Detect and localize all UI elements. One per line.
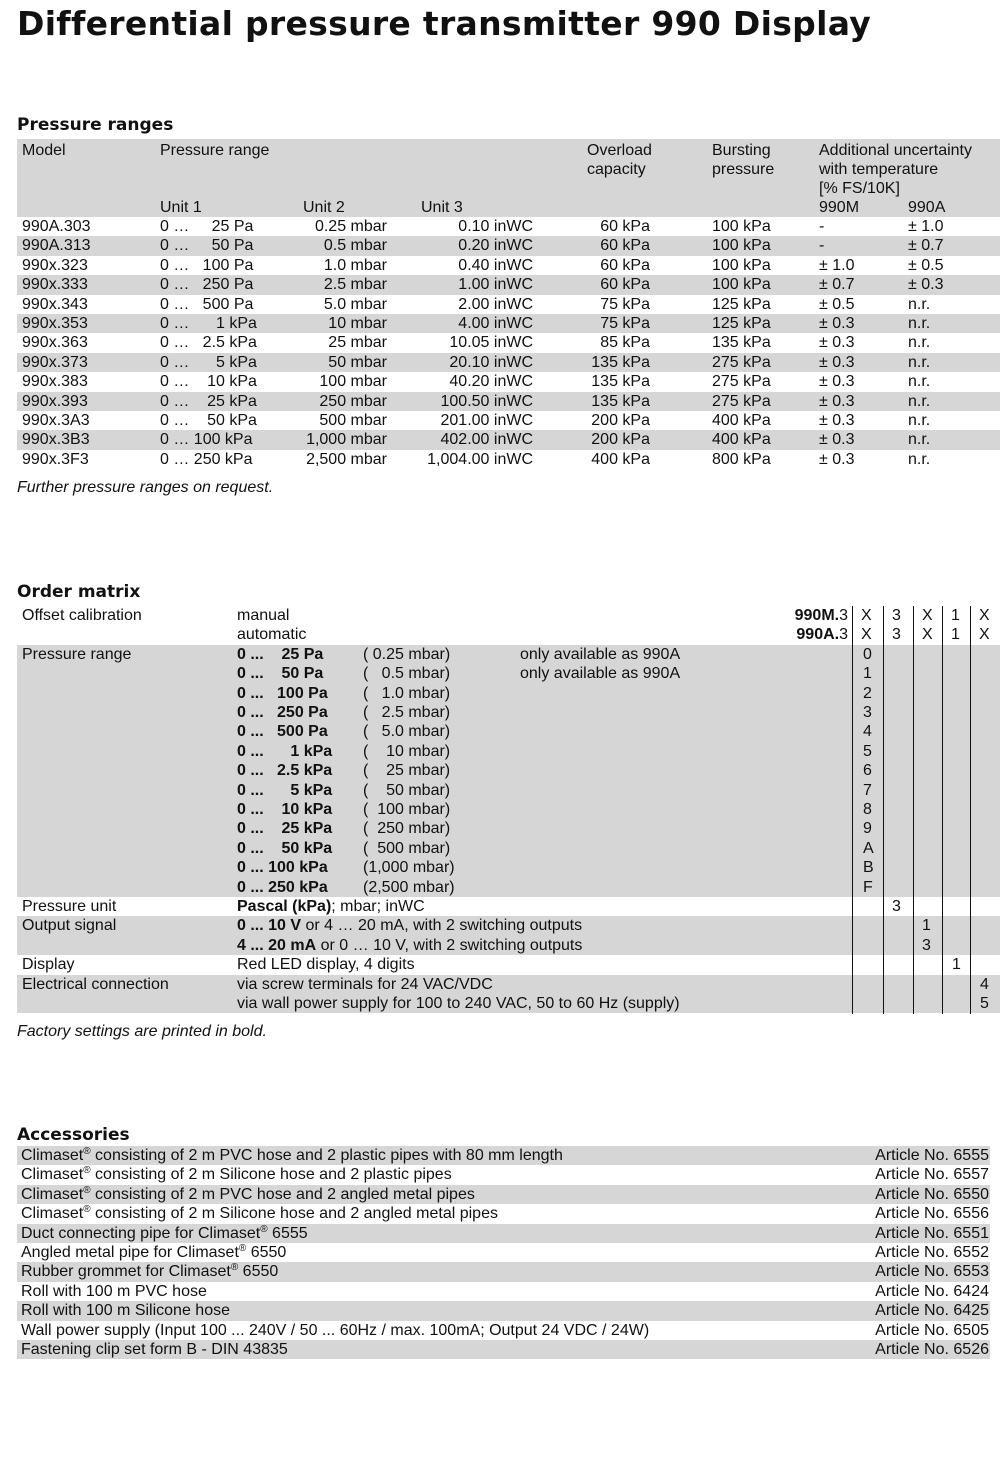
- electrical-option-1-code: 4: [980, 975, 989, 993]
- table-row: [17, 411, 1000, 430]
- accessory-name: Roll with 100 m Silicone hose: [21, 1302, 230, 1320]
- cell-m: ± 0.3: [819, 411, 855, 429]
- pressure-range-mbar: ( 0.25 mbar): [363, 645, 451, 663]
- cell-overload: 60 kPa: [600, 276, 650, 294]
- manual_code-model: 990M.: [794, 607, 840, 624]
- pressure-unit-value: [237, 897, 425, 916]
- accessory-article-number: Article No. 6555: [875, 1147, 989, 1164]
- accessory-name: Wall power supply (Input 100 ... 240V / 50 ... 60Hz / max. 100mA; Output 24 VDC / 24W): [21, 1321, 650, 1339]
- list-item: [17, 1243, 990, 1262]
- electrical-option-1: via screw terminals for 24 VAC/VDC: [237, 975, 493, 993]
- order-matrix-heading: Order matrix: [17, 582, 141, 602]
- auto_code-code-4: 1: [951, 626, 960, 644]
- cell-model: 990x.373: [22, 353, 88, 371]
- cell-u1: 0 … 250 Pa: [160, 276, 254, 294]
- pressure-range-code: 1: [863, 665, 872, 683]
- offset-manual: manual: [237, 607, 290, 624]
- cell-burst: 275 kPa: [712, 392, 771, 410]
- registered-mark: ®: [260, 1223, 268, 1235]
- pressure-unit-others: ; mbar; inWC: [331, 898, 425, 915]
- pressure-range-code: F: [863, 878, 873, 896]
- cell-m: ± 0.3: [819, 353, 855, 371]
- table-row: [17, 333, 1000, 352]
- cell-burst: 100 kPa: [712, 256, 771, 274]
- cell-u3: 0.10 inWC: [458, 218, 533, 235]
- cell-u1: 0 … 500 Pa: [160, 295, 254, 313]
- table-row: [17, 217, 1000, 236]
- accessory-description: [21, 1146, 563, 1165]
- cell-u2: 0.5 mbar: [323, 237, 387, 255]
- offset-automatic: automatic: [237, 626, 307, 644]
- cell-burst: 100 kPa: [712, 237, 771, 255]
- accessory-description: [21, 1321, 649, 1340]
- list-item: [17, 1340, 990, 1359]
- cell-burst: 275 kPa: [712, 373, 771, 391]
- cell-overload: 60 kPa: [600, 218, 650, 235]
- cell-model: 990A.303: [22, 218, 91, 235]
- accessory-name: Roll with 100 m PVC hose: [21, 1282, 207, 1300]
- output-signal-option-1-code: 1: [922, 917, 931, 935]
- pressure-range-mbar: ( 0.5 mbar): [363, 665, 451, 683]
- accessory-description: [21, 1165, 452, 1184]
- accessory-name: Climaset: [21, 1147, 84, 1164]
- pressure-range-option: 0 ... 5 kPa: [237, 781, 333, 799]
- cell-u1: 0 … 50 kPa: [160, 411, 257, 429]
- pressure-ranges-body: [17, 217, 1000, 469]
- cell-overload: 135 kPa: [591, 392, 650, 410]
- list-item: [17, 1146, 990, 1165]
- accessory-description: [21, 1340, 288, 1359]
- output-signal-option-2-bold: 4 ... 20 mA: [237, 936, 317, 954]
- cell-burst: 400 kPa: [712, 411, 771, 429]
- cell-u1: 0 … 10 kPa: [160, 373, 257, 391]
- auto_code-code-3: X: [922, 626, 933, 644]
- display-code: 1: [952, 956, 961, 974]
- manual_code-prefix: [795, 606, 848, 625]
- list-item: [17, 1185, 990, 1204]
- cell-model: 990x.353: [22, 314, 88, 332]
- cell-u2: 500 mbar: [319, 411, 387, 429]
- cell-model: 990x.323: [22, 256, 88, 274]
- matrix-divider: [942, 606, 943, 1014]
- output-signal-option-1-bold: 0 ... 10 V: [237, 917, 302, 935]
- registered-mark: ®: [83, 1204, 91, 1216]
- cell-a: n.r.: [908, 431, 931, 449]
- manual_code-digit: 3: [839, 607, 848, 624]
- col-unit3-header: Unit 3: [421, 199, 463, 216]
- cell-u2: 0.25 mbar: [314, 218, 387, 235]
- pressure-range-option: 0 ... 10 kPa: [237, 801, 333, 818]
- accessory-name: Duct connecting pipe for Climaset: [21, 1224, 261, 1242]
- cell-u1: 0 … 25 kPa: [160, 392, 257, 410]
- matrix-divider: [883, 606, 884, 1014]
- accessory-article-number: Article No. 6553: [875, 1263, 989, 1281]
- cell-u3: 1.00 inWC: [458, 276, 533, 294]
- pressure-range-code: 5: [863, 742, 872, 760]
- cell-u3: 20.10 inWC: [449, 353, 533, 371]
- pressure-range-code: B: [863, 859, 874, 877]
- electrical-option-2-code: 5: [980, 995, 989, 1012]
- pressure-range-mbar: ( 1.0 mbar): [363, 684, 451, 702]
- accessory-detail: 6555: [267, 1224, 308, 1242]
- auto_code-code-2: 3: [892, 626, 901, 644]
- accessory-article-number: Article No. 6552: [875, 1243, 989, 1261]
- col-pressure-range-header: Pressure range: [160, 142, 270, 159]
- cell-m: -: [819, 218, 825, 235]
- pressure-range-code: 6: [863, 762, 872, 780]
- accessory-detail: consisting of 2 m PVC hose and 2 plastic pipes with 80 mm length: [90, 1147, 563, 1164]
- pressure-range-code: A: [863, 839, 874, 857]
- cell-overload: 75 kPa: [600, 295, 650, 313]
- pressure-range-option: 0 ... 250 kPa: [237, 878, 328, 896]
- cell-u2: 1.0 mbar: [323, 256, 387, 274]
- cell-model: 990x.363: [22, 334, 88, 352]
- order-matrix-note: Factory settings are printed in bold.: [17, 1023, 267, 1040]
- accessory-article-number: Article No. 6551: [875, 1224, 989, 1242]
- output-signal-option-1-rest: or 4 … 20 mA, with 2 switching outputs: [301, 917, 583, 935]
- output-signal-option-2-rest: or 0 … 10 V, with 2 switching outputs: [316, 936, 583, 954]
- cell-a: ± 0.7: [908, 237, 944, 255]
- cell-m: ± 0.3: [819, 314, 855, 332]
- cell-u3: 2.00 inWC: [458, 295, 533, 313]
- pressure-range-option: 0 ... 25 Pa: [237, 645, 324, 663]
- cell-u3: 10.05 inWC: [449, 334, 533, 352]
- cell-u1: 0 … 100 Pa: [160, 256, 254, 274]
- table-row: [17, 392, 1000, 411]
- pressure-range-mbar: ( 2.5 mbar): [363, 704, 451, 721]
- cell-u3: 402.00 inWC: [440, 431, 533, 449]
- accessory-description: [21, 1282, 207, 1301]
- cell-m: ± 0.3: [819, 373, 855, 391]
- pressure-range-note: only available as 990A: [520, 665, 681, 683]
- display-label: Display: [22, 956, 75, 974]
- col-unit1-header: Unit 1: [160, 199, 202, 216]
- cell-burst: 400 kPa: [712, 431, 771, 449]
- cell-model: 990x.3F3: [22, 450, 89, 468]
- pressure-range-mbar: ( 250 mbar): [363, 820, 451, 838]
- cell-u2: 10 mbar: [328, 314, 387, 332]
- list-item: [17, 1282, 990, 1301]
- cell-u3: 100.50 inWC: [440, 392, 533, 410]
- cell-overload: 400 kPa: [591, 450, 650, 468]
- manual_code-code-3: X: [922, 607, 933, 624]
- list-item: [17, 1165, 990, 1184]
- accessory-name: Angled metal pipe for Climaset: [21, 1243, 239, 1261]
- cell-u2: 1,000 mbar: [306, 431, 387, 449]
- accessory-detail: 6550: [238, 1263, 279, 1281]
- cell-m: ± 0.5: [819, 295, 855, 313]
- accessory-name: Climaset: [21, 1166, 84, 1184]
- pressure-range-option: 0 ... 1 kPa: [237, 742, 333, 760]
- accessory-name: Rubber grommet for Climaset: [21, 1263, 231, 1281]
- accessory-description: [21, 1185, 475, 1204]
- manual_code-code-5: X: [979, 607, 990, 624]
- list-item: [17, 1204, 990, 1223]
- accessory-detail: consisting of 2 m PVC hose and 2 angled metal pipes: [90, 1185, 475, 1203]
- cell-burst: 100 kPa: [712, 276, 771, 294]
- auto_code-model: 990A.: [796, 626, 840, 644]
- display-value: Red LED display, 4 digits: [237, 956, 415, 974]
- pressure-range-option: 0 ... 100 kPa: [237, 859, 328, 877]
- cell-u1: 0 … 50 Pa: [160, 237, 254, 255]
- cell-overload: 135 kPa: [591, 353, 650, 371]
- list-item: [17, 1262, 990, 1281]
- cell-a: n.r.: [908, 450, 931, 468]
- matrix-divider: [852, 606, 853, 1014]
- cell-model: 990x.383: [22, 373, 88, 391]
- cell-overload: 60 kPa: [600, 256, 650, 274]
- cell-u1: 0 … 1 kPa: [160, 314, 257, 332]
- electrical-option-2: via wall power supply for 100 to 240 VAC, 50 to 60 Hz (supply): [237, 995, 680, 1012]
- cell-burst: 275 kPa: [712, 353, 771, 371]
- cell-u1: 0 … 25 Pa: [160, 218, 254, 235]
- cell-u2: 100 mbar: [319, 373, 387, 391]
- cell-overload: 60 kPa: [600, 237, 650, 255]
- list-item: [17, 1321, 990, 1340]
- accessory-detail: 6550: [246, 1243, 287, 1261]
- cell-burst: 800 kPa: [712, 450, 771, 468]
- cell-m: ± 0.3: [819, 431, 855, 449]
- col-990m-header: 990M: [819, 199, 860, 216]
- cell-model: 990x.3A3: [22, 411, 90, 429]
- registered-mark: ®: [83, 1165, 91, 1177]
- registered-mark: ®: [230, 1262, 239, 1274]
- accessory-description: [21, 1301, 230, 1320]
- table-row: [17, 295, 1000, 314]
- accessory-name: Climaset: [21, 1205, 84, 1223]
- accessory-detail: consisting of 2 m Silicone hose and 2 plastic pipes: [90, 1166, 452, 1184]
- cell-u2: 250 mbar: [319, 392, 387, 410]
- manual_code-code-2: 3: [892, 607, 901, 624]
- cell-a: n.r.: [908, 334, 931, 352]
- manual_code-code-4: 1: [951, 607, 960, 624]
- auto_code-prefix: [796, 625, 848, 644]
- cell-m: -: [819, 237, 825, 255]
- registered-mark: ®: [83, 1146, 91, 1157]
- pressure-range-mbar: (2,500 mbar): [363, 878, 455, 896]
- table-row: [17, 430, 1000, 449]
- list-item: [17, 1301, 990, 1320]
- table-row: [17, 314, 1000, 333]
- table-row: [17, 275, 1000, 294]
- cell-a: n.r.: [908, 314, 931, 332]
- matrix-divider: [970, 606, 971, 1014]
- accessory-article-number: Article No. 6557: [875, 1166, 989, 1184]
- pressure-range-option: 0 ... 100 Pa: [237, 684, 328, 702]
- pressure-range-mbar: ( 5.0 mbar): [363, 723, 451, 741]
- pressure-range-option: 0 ... 500 Pa: [237, 723, 328, 741]
- col-unit2-header: Unit 2: [303, 199, 345, 216]
- cell-a: n.r.: [908, 411, 931, 429]
- cell-u3: 201.00 inWC: [440, 411, 533, 429]
- output-signal-label: Output signal: [22, 917, 117, 935]
- cell-model: 990x.343: [22, 295, 88, 313]
- accessory-description: [21, 1224, 308, 1243]
- col-uncertainty-header: Additional uncertainty with temperature [% FS/10K]: [819, 142, 972, 197]
- pressure-range-code: 3: [863, 704, 872, 721]
- accessory-article-number: Article No. 6424: [875, 1282, 989, 1300]
- cell-a: n.r.: [908, 392, 931, 410]
- cell-u3: 4.00 inWC: [458, 314, 533, 332]
- cell-u1: 0 … 5 kPa: [160, 353, 257, 371]
- pressure-range-option: 0 ... 50 kPa: [237, 839, 333, 857]
- cell-u3: 0.20 inWC: [458, 237, 533, 255]
- cell-overload: 85 kPa: [600, 334, 650, 352]
- cell-u1: 0 … 2.5 kPa: [160, 334, 257, 352]
- accessory-description: [21, 1204, 498, 1223]
- registered-mark: ®: [83, 1184, 91, 1196]
- cell-a: n.r.: [908, 353, 931, 371]
- accessory-description: [21, 1243, 286, 1262]
- offset-calibration-label: Offset calibration: [22, 607, 142, 624]
- pressure-range-code: 4: [863, 723, 872, 741]
- page-title: Differential pressure transmitter 990 Display: [17, 4, 872, 43]
- pressure-range-code: 9: [863, 820, 872, 838]
- manual_code-code-1: X: [861, 607, 872, 624]
- pressure-ranges-header: [17, 139, 1000, 217]
- auto_code-digit: 3: [839, 626, 848, 644]
- cell-model: 990x.3B3: [22, 431, 90, 449]
- cell-u3: 40.20 inWC: [449, 373, 533, 391]
- table-row: [17, 353, 1000, 372]
- accessory-article-number: Article No. 6556: [875, 1205, 989, 1223]
- pressure-range-mbar: (1,000 mbar): [363, 859, 455, 877]
- cell-a: ± 0.5: [908, 256, 944, 274]
- cell-overload: 75 kPa: [600, 314, 650, 332]
- pressure-unit-code: 3: [892, 898, 901, 915]
- cell-overload: 135 kPa: [591, 373, 650, 391]
- pressure-range-code: 8: [863, 801, 872, 818]
- cell-m: ± 0.3: [819, 392, 855, 410]
- cell-u2: 25 mbar: [328, 334, 387, 352]
- col-overload-header: Overload capacity: [587, 142, 652, 178]
- output-signal-option-2-code: 3: [922, 936, 931, 954]
- matrix-divider: [913, 606, 914, 1014]
- pressure-ranges-table: [17, 139, 1000, 469]
- pressure-range-code: 0: [863, 645, 872, 663]
- col-bursting-header: Bursting pressure: [712, 142, 775, 178]
- cell-burst: 100 kPa: [712, 218, 771, 235]
- cell-overload: 200 kPa: [591, 431, 650, 449]
- cell-u2: 5.0 mbar: [323, 295, 387, 313]
- order-matrix-table: [17, 606, 1000, 1014]
- cell-u1: 0 … 250 kPa: [160, 450, 253, 468]
- list-item: [17, 1224, 990, 1243]
- accessory-article-number: Article No. 6526: [875, 1340, 989, 1358]
- electrical-connection-label: Electrical connection: [22, 975, 169, 993]
- cell-a: n.r.: [908, 295, 931, 313]
- accessory-name: Climaset: [21, 1185, 84, 1203]
- registered-mark: ®: [238, 1242, 247, 1254]
- auto_code-code-5: X: [979, 626, 990, 644]
- output-signal-option-1: [237, 916, 582, 935]
- cell-m: ± 0.3: [819, 334, 855, 352]
- pressure-range-note: only available as 990A: [520, 645, 681, 663]
- cell-a: ± 1.0: [908, 218, 944, 235]
- table-row: [17, 372, 1000, 391]
- pressure-range-option: 0 ... 2.5 kPa: [237, 762, 333, 780]
- accessory-article-number: Article No. 6505: [875, 1321, 989, 1339]
- accessory-name: Fastening clip set form B - DIN 43835: [21, 1340, 288, 1358]
- accessories-table: [17, 1146, 990, 1359]
- cell-a: n.r.: [908, 373, 931, 391]
- cell-model: 990x.393: [22, 392, 88, 410]
- cell-u1: 0 … 100 kPa: [160, 431, 253, 449]
- cell-u2: 2,500 mbar: [306, 450, 387, 468]
- cell-m: ± 1.0: [819, 256, 855, 274]
- accessory-description: [21, 1262, 278, 1281]
- cell-u2: 2.5 mbar: [323, 276, 387, 294]
- pressure-range-option: 0 ... 25 kPa: [237, 820, 333, 838]
- output-signal-option-2: [237, 936, 582, 955]
- pressure-range-option: 0 ... 250 Pa: [237, 704, 328, 721]
- cell-u3: 1,004.00 inWC: [427, 450, 533, 468]
- pressure-range-code: 2: [863, 684, 872, 702]
- cell-burst: 125 kPa: [712, 295, 771, 313]
- pressure-ranges-heading: Pressure ranges: [17, 115, 174, 135]
- pressure-ranges-note: Further pressure ranges on request.: [17, 479, 274, 496]
- table-row: [17, 256, 1000, 275]
- cell-u3: 0.40 inWC: [458, 256, 533, 274]
- pressure-range-mbar: ( 10 mbar): [363, 742, 451, 760]
- pressure-range-label: Pressure range: [22, 645, 132, 663]
- accessory-detail: consisting of 2 m Silicone hose and 2 angled metal pipes: [90, 1205, 498, 1223]
- pressure-range-code: 7: [863, 781, 872, 799]
- table-row: [17, 450, 1000, 469]
- pressure-range-mbar: ( 500 mbar): [363, 839, 451, 857]
- cell-burst: 135 kPa: [712, 334, 771, 352]
- cell-model: 990A.313: [22, 237, 91, 255]
- cell-burst: 125 kPa: [712, 314, 771, 332]
- accessory-article-number: Article No. 6550: [875, 1185, 989, 1203]
- cell-overload: 200 kPa: [591, 411, 650, 429]
- pressure-unit-default: Pascal (kPa): [237, 898, 332, 915]
- pressure-range-option: 0 ... 50 Pa: [237, 665, 324, 683]
- cell-model: 990x.333: [22, 276, 88, 294]
- cell-m: ± 0.7: [819, 276, 855, 294]
- cell-a: ± 0.3: [908, 276, 944, 294]
- col-990a-header: 990A: [908, 199, 946, 216]
- pressure-range-mbar: ( 100 mbar): [363, 801, 451, 818]
- col-model-header: Model: [22, 142, 66, 159]
- auto_code-code-1: X: [861, 626, 872, 644]
- table-row: [17, 236, 1000, 255]
- pressure-range-mbar: ( 25 mbar): [363, 762, 451, 780]
- accessory-article-number: Article No. 6425: [875, 1302, 989, 1320]
- cell-m: ± 0.3: [819, 450, 855, 468]
- pressure-range-mbar: ( 50 mbar): [363, 781, 451, 799]
- cell-u2: 50 mbar: [328, 353, 387, 371]
- pressure-unit-label: Pressure unit: [22, 898, 117, 915]
- accessories-heading: Accessories: [17, 1125, 130, 1145]
